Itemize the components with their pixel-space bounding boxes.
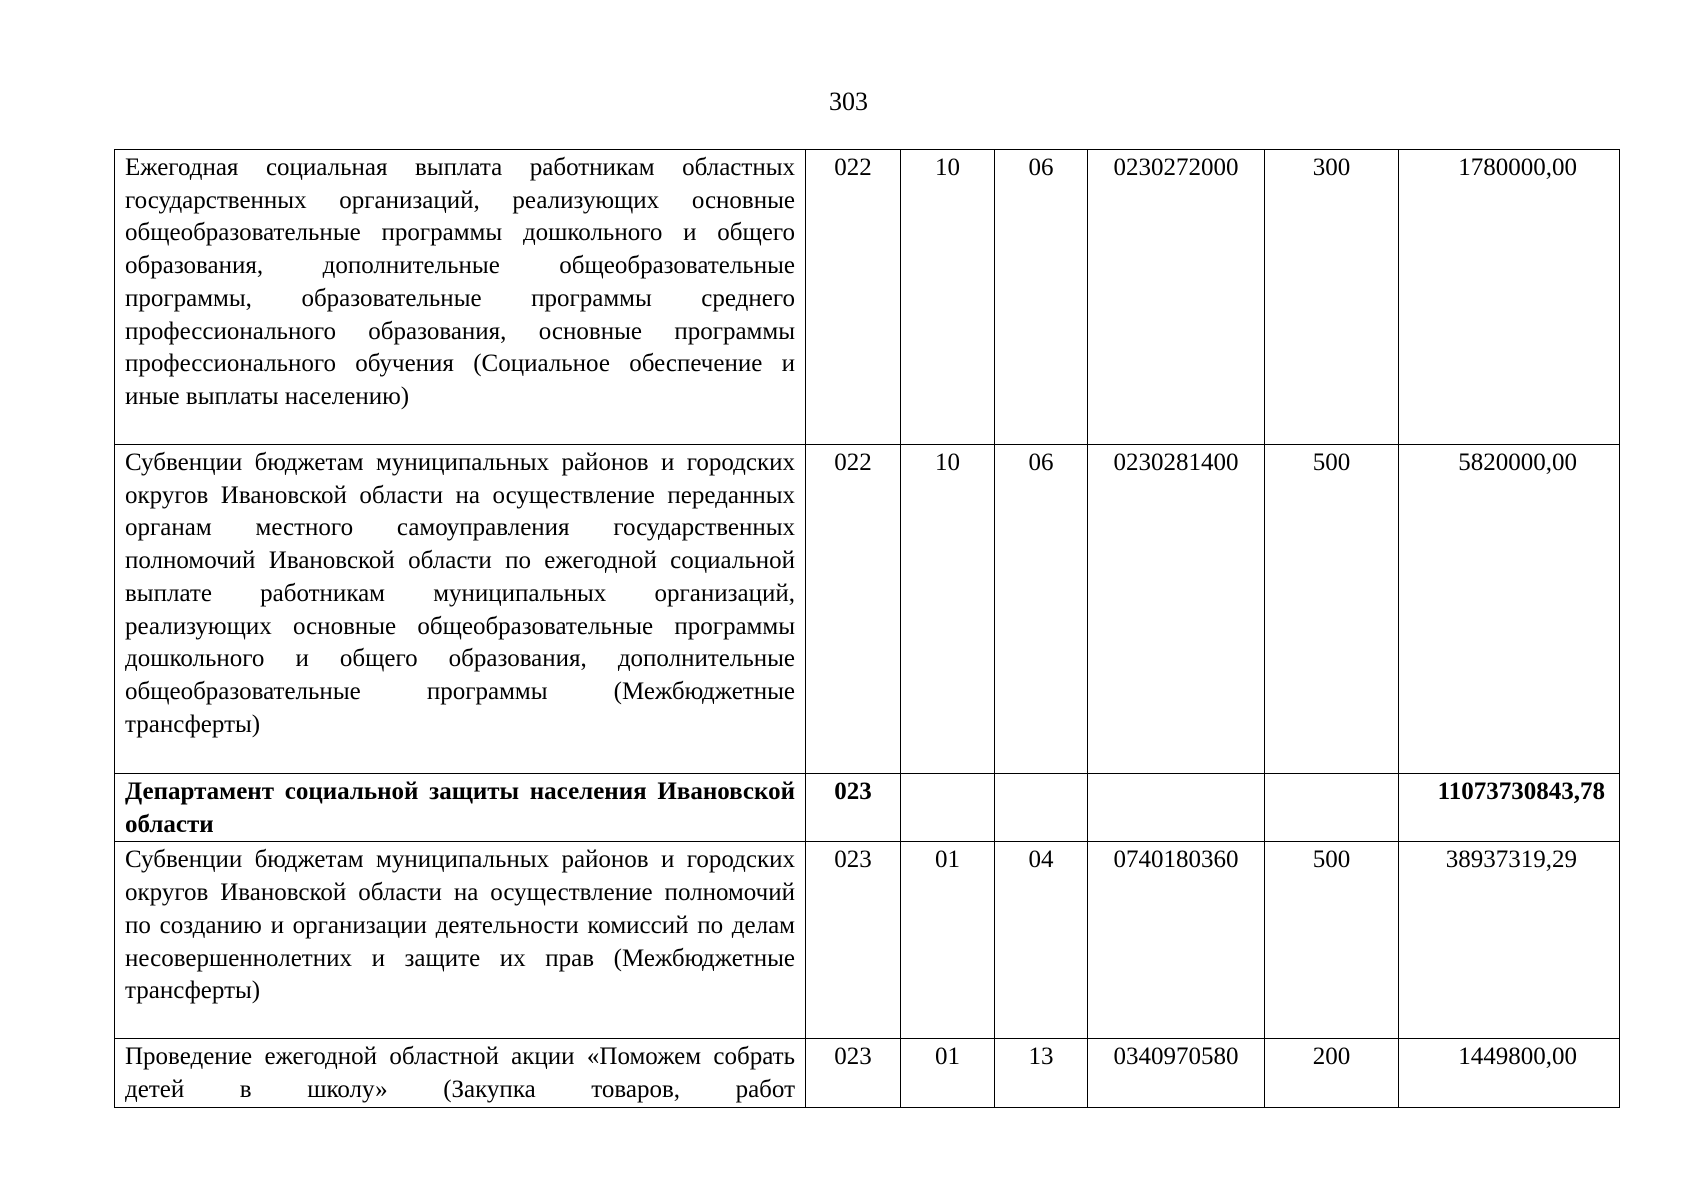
ministry-code: 023	[806, 1039, 901, 1107]
table-row	[115, 842, 1620, 1039]
expense-type-code: 500	[1265, 842, 1399, 1039]
row-name-cell	[115, 774, 806, 842]
page-number: 303	[829, 87, 868, 116]
expense-type-code: 200	[1265, 1039, 1399, 1107]
subsection-code: 06	[995, 150, 1088, 445]
ministry-code: 022	[806, 445, 901, 774]
target-article-code: 0740180360	[1088, 842, 1265, 1039]
row-name-cell	[115, 150, 806, 445]
row-name-cell	[115, 842, 806, 1039]
section-code: 10	[901, 445, 995, 774]
section-code: 01	[901, 842, 995, 1039]
target-article-code: 0230272000	[1088, 150, 1265, 445]
section-code: 01	[901, 1039, 995, 1107]
table-row	[115, 1039, 1620, 1107]
row-name: Субвенции бюджетам муниципальных районов и городских округов Ивановской области на осуществление переданных органам местного самоуправления государственных полномочий Ивановской области по ежегодной социальной выплате работникам муниципальных организаций, реализующих основные общеобразовательные программы дошкольного и общего образования, дополнительные общеобразовательные программы (Межбюджетные трансферты)	[125, 449, 795, 738]
expense-type-code	[1265, 774, 1399, 842]
table-row	[115, 150, 1620, 445]
expense-type-code: 300	[1265, 150, 1399, 445]
section-code: 10	[901, 150, 995, 445]
target-article-code: 0230281400	[1088, 445, 1265, 774]
row-name: Субвенции бюджетам муниципальных районов и городских округов Ивановской области на осуществление полномочий по созданию и организации деятельности комиссий по делам несовершеннолетних и защите их прав (Межбюджетные трансферты)	[125, 846, 795, 1005]
ministry-code: 022	[806, 150, 901, 445]
table-row	[115, 445, 1620, 774]
amount: 1449800,00	[1399, 1039, 1620, 1107]
row-name-cell	[115, 1039, 806, 1107]
row-name: Проведение ежегодной областной акции «Поможем собрать детей в школу» (Закупка товаров, работ	[125, 1043, 795, 1104]
subsection-code: 13	[995, 1039, 1088, 1107]
expense-type-code: 500	[1265, 445, 1399, 774]
ministry-code: 023	[806, 774, 901, 842]
row-name: Ежегодная социальная выплата работникам областных государственных организаций, реализующих основные общеобразовательные программы дошкольного и общего образования, дополнительные общеобразовательные программы, образовательные программы среднего профессионального образования, основные программы профессионального обучения (Социальное обеспечение и иные выплаты населению)	[125, 154, 795, 410]
target-article-code	[1088, 774, 1265, 842]
subsection-code: 06	[995, 445, 1088, 774]
table-row	[115, 774, 1620, 842]
section-code	[901, 774, 995, 842]
budget-table	[114, 149, 1620, 1108]
amount: 38937319,29	[1399, 842, 1620, 1039]
target-article-code: 0340970580	[1088, 1039, 1265, 1107]
subsection-code	[995, 774, 1088, 842]
subsection-code: 04	[995, 842, 1088, 1039]
amount: 11073730843,78	[1399, 774, 1620, 842]
row-name-cell	[115, 445, 806, 774]
amount: 1780000,00	[1399, 150, 1620, 445]
amount: 5820000,00	[1399, 445, 1620, 774]
ministry-code: 023	[806, 842, 901, 1039]
row-name: Департамент социальной защиты населения Ивановской области	[125, 778, 795, 838]
